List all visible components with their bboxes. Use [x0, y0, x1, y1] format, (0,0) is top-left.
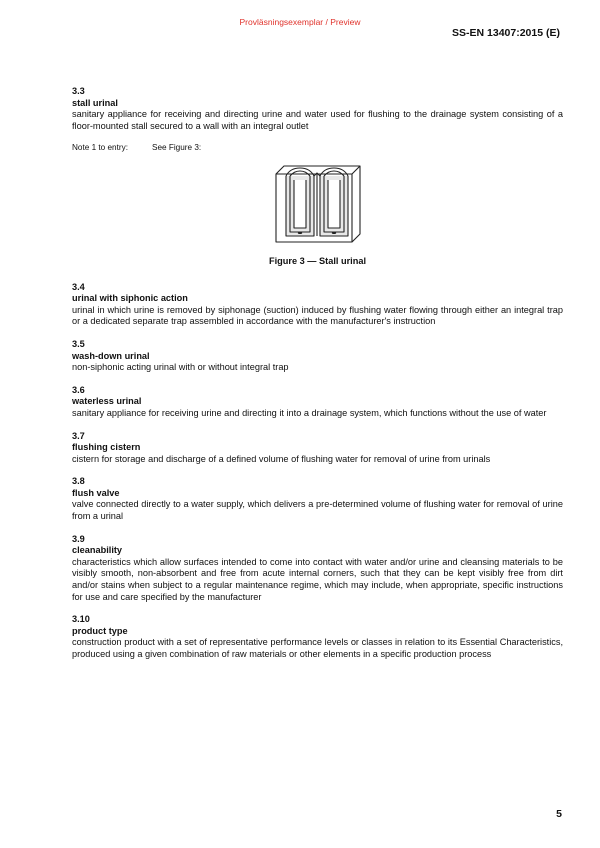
term-definition: urinal in which urine is removed by siphonage (suction) induced by flushing water flowing through either an integral trap or a dedicated separate trap assembled in accordance with the manufacturer's instruction: [72, 304, 563, 327]
note-to-entry: [72, 142, 563, 154]
term-3-9: [72, 534, 563, 604]
term-name: flush valve: [72, 487, 120, 498]
term-name: stall urinal: [72, 97, 118, 108]
term-3-6: [72, 385, 563, 420]
term-name: wash-down urinal: [72, 350, 150, 361]
term-definition: valve connected directly to a water supply, which delivers a pre-determined volume of flushing water for removal of urine from a urinal: [72, 499, 563, 522]
term-definition: non-siphonic acting urinal with or without integral trap: [72, 362, 289, 373]
figure-caption: Figure 3 — Stall urinal: [269, 255, 366, 266]
preview-watermark: Provläsningsexemplar / Preview: [239, 17, 361, 27]
term-name: cleanability: [72, 545, 123, 556]
term-number: 3.5: [72, 338, 85, 349]
term-number: 3.9: [72, 533, 85, 544]
term-3-3: [72, 86, 563, 132]
stall-urinal-drawing: [274, 164, 362, 244]
term-3-10: [72, 614, 563, 660]
term-number: 3.7: [72, 430, 85, 441]
term-number: 3.8: [72, 476, 85, 487]
term-definition: characteristics which allow surfaces intended to come into contact with water and/or urine and cleansing materials to be visibly smooth, non-absorbent and free from acute internal corners, such that they can be kept visibly free from dirt and/or stains when subject to a regular maintenance regime, which may include, when appropriate, specific instructions for use and care specified by the manufacturer: [72, 556, 563, 602]
term-name: waterless urinal: [72, 396, 142, 407]
note-text: See Figure 3:: [152, 143, 202, 153]
term-3-8: [72, 476, 563, 522]
term-definition: sanitary appliance for receiving urine and directing it into a drainage system, which functions without the use of water: [72, 407, 547, 418]
document-body: [72, 86, 563, 672]
term-name: urinal with siphonic action: [72, 293, 188, 304]
document-id: SS-EN 13407:2015 (E): [452, 27, 560, 39]
term-number: 3.10: [72, 614, 90, 625]
term-definition: construction product with a set of representative performance levels or classes in relation to its Essential Characteristics, produced using a given combination of raw materials or other elements in a specific production process: [72, 637, 563, 659]
term-number: 3.4: [72, 281, 85, 292]
term-3-7: [72, 431, 563, 466]
term-number: 3.3: [72, 86, 85, 96]
term-definition: sanitary appliance for receiving and directing urine and water used for flushing to the drainage system consisting of a floor-mounted stall secured to a wall with an integral outlet: [72, 109, 563, 131]
term-name: flushing cistern: [72, 442, 141, 453]
note-label: Note 1 to entry:: [72, 143, 128, 153]
page-number: 5: [556, 808, 562, 820]
figure-3: [72, 164, 563, 268]
term-name: product type: [72, 625, 128, 636]
term-number: 3.6: [72, 384, 85, 395]
term-3-5: [72, 339, 563, 374]
term-3-4: [72, 282, 563, 328]
term-definition: cistern for storage and discharge of a defined volume of flushing water for removal of urine from urinals: [72, 453, 491, 464]
